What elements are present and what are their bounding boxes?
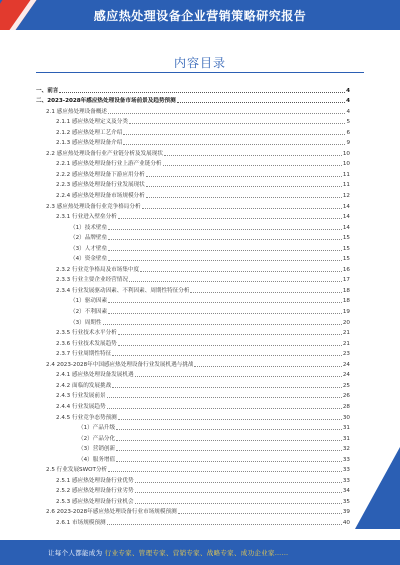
toc-entry-label: （2）品牌壁垒: [70, 235, 108, 242]
toc-entry[interactable]: [36, 516, 350, 527]
toc-entry[interactable]: [36, 327, 350, 338]
toc-entry-page: 24: [342, 361, 350, 368]
toc-entry-label: 2.4 2023-2028年中国感应热处理设备行业发展机遇与挑战: [46, 361, 194, 368]
toc-entry-label: 2.4.2 面临的发展挑战: [56, 382, 112, 389]
toc-entry-leader: [163, 165, 342, 166]
toc-entry-label: （2）不利因素: [70, 309, 108, 316]
toc-entry-label: （3）周期性: [70, 319, 102, 326]
toc-entry-leader: [108, 313, 342, 314]
toc-entry-page: 4: [346, 87, 350, 94]
toc-entry-page: 15: [342, 256, 350, 263]
toc-entry-label: 2.4.4 行业发展趋势: [56, 403, 106, 410]
toc-entry[interactable]: [36, 369, 350, 380]
toc-entry-leader: [177, 102, 345, 103]
toc-entry-leader: [112, 355, 342, 356]
toc-entry[interactable]: [36, 189, 350, 200]
toc-entry-page: 33: [342, 477, 350, 484]
footer-slogan: [48, 548, 288, 557]
toc-entry[interactable]: [36, 432, 350, 443]
toc-entry-leader: [190, 292, 341, 293]
toc-entry[interactable]: [36, 379, 350, 390]
toc-entry[interactable]: [36, 474, 350, 485]
toc-entry-label: （2）产品分化: [78, 435, 116, 442]
toc-entry[interactable]: [36, 232, 350, 243]
toc-entry-label: （4）服务增值: [78, 456, 116, 463]
toc-entry-label: （3）营销创新: [78, 446, 116, 453]
toc-entry[interactable]: [36, 390, 350, 401]
report-footer: [0, 540, 400, 565]
toc-entry-leader: [116, 450, 342, 451]
toc-entry-page: 11: [342, 182, 350, 189]
toc-entry-label: 2.5.3 感应热处理设备行业机会: [56, 498, 134, 505]
toc-entry-leader: [194, 366, 341, 367]
toc-entry-page: 15: [342, 235, 350, 242]
toc-entry-label: （3）人才壁垒: [70, 245, 108, 252]
toc-entry-page: 6: [346, 129, 350, 136]
toc-entry[interactable]: [36, 211, 350, 222]
toc-entry[interactable]: [36, 137, 350, 148]
toc-entry-label: 2.5.1 感应热处理设备行业优势: [56, 477, 134, 484]
toc-entry-leader: [108, 250, 342, 251]
toc-entry-leader: [112, 387, 342, 388]
toc-entry-leader: [108, 302, 342, 303]
toc-entry-label: 2.3.7 行业周期性特征: [56, 351, 112, 358]
report-title: 感应热处理设备企业营销策略研究报告: [93, 9, 307, 23]
toc-entry-page: 23: [342, 351, 350, 358]
toc-entry-leader: [116, 461, 342, 462]
toc-entry-leader: [116, 429, 342, 430]
toc-entry[interactable]: [36, 464, 350, 475]
toc-entry[interactable]: [36, 316, 350, 327]
toc-entry-page: 21: [342, 340, 350, 347]
toc-entry-label: 2.5.2 感应热处理设备行业劣势: [56, 488, 134, 495]
toc-entry-label: 2.4.3 行业发展前景: [56, 393, 106, 400]
toc-entry-label: 2.3.2 行业竞争格局及市场集中度: [56, 266, 140, 273]
toc-entry-leader: [135, 492, 342, 493]
toc-entry-leader: [135, 376, 342, 377]
toc-entry[interactable]: [36, 443, 350, 454]
toc-entry-label: 2.2.1 感应热处理设备行业上游产业链分析: [56, 161, 162, 168]
toc-entry-leader: [103, 324, 342, 325]
report-header: [0, 0, 400, 30]
toc-entry-page: 10: [342, 161, 350, 168]
toc-entry-leader: [118, 218, 342, 219]
toc-entry-leader: [116, 440, 342, 441]
toc-entry-leader: [146, 176, 342, 177]
toc-entry-page: 31: [342, 425, 350, 432]
footer-slogan-highlight: 行业专家、管理专家、营销专家、战略专家、成功企业家……: [104, 549, 289, 557]
toc-entry-label: 2.1.1 感应热处理定义及分类: [56, 119, 128, 126]
toc-entry-leader: [107, 397, 342, 398]
toc-entry-leader: [146, 197, 342, 198]
toc-entry[interactable]: [36, 495, 350, 506]
toc-entry-label: 2.1.3 感应热处理设备介绍: [56, 140, 123, 147]
toc-entry[interactable]: [36, 295, 350, 306]
toc-entry-label: 2.4.1 感应热处理设备发展机遇: [56, 372, 134, 379]
toc-entry[interactable]: [36, 348, 350, 359]
toc-entry-page: 17: [342, 277, 350, 284]
toc-entry[interactable]: [36, 221, 350, 232]
toc-entry-page: 14: [342, 203, 350, 210]
toc-entry-leader: [59, 92, 345, 93]
toc-entry-label: 二、2023-2028年感应热处理设备市场前景及趋势预测: [36, 98, 176, 105]
toc-entry-label: 2.1.2 感应热处理工艺介绍: [56, 129, 123, 136]
page-corner-decoration: [355, 447, 400, 529]
toc-entry-leader: [118, 345, 342, 346]
toc-entry-page: 14: [342, 224, 350, 231]
toc-entry-page: 39: [342, 509, 350, 516]
toc-entry-page: 14: [342, 214, 350, 221]
toc-entry-page: 25: [342, 382, 350, 389]
toc-entry-page: 31: [342, 435, 350, 442]
toc-entry-page: 18: [342, 298, 350, 305]
toc-entry-page: 35: [342, 498, 350, 505]
toc-entry[interactable]: [36, 126, 350, 137]
toc-entry[interactable]: [36, 95, 350, 106]
toc-entry-label: 2.3.3 行业主要企业经营情况: [56, 277, 128, 284]
toc-entry[interactable]: [36, 422, 350, 433]
toc-entry-page: 26: [342, 393, 350, 400]
toc-entry[interactable]: [36, 358, 350, 369]
toc-entry-label: 2.3.5 行业技术水平分析: [56, 330, 117, 337]
toc-entry-label: 2.6 2023-2028年感应热处理设备行业市场规模预测: [46, 509, 177, 516]
toc-heading: 内容目录: [173, 56, 226, 70]
toc-entry[interactable]: [36, 506, 350, 517]
toc-entry-page: 33: [342, 456, 350, 463]
toc-entry-label: 2.3.6 行业技术发展趋势: [56, 340, 117, 347]
toc-entry[interactable]: [36, 284, 350, 295]
toc-entry-leader: [129, 123, 345, 124]
toc-entry[interactable]: [36, 147, 350, 158]
toc-entry-page: 9: [346, 140, 350, 147]
toc-entry-leader: [107, 524, 342, 525]
toc-entry-page: 24: [342, 372, 350, 379]
toc-entry-leader: [164, 155, 342, 156]
toc-entry-page: 34: [342, 488, 350, 495]
toc-entry[interactable]: [36, 263, 350, 274]
toc-entry-page: 4: [346, 108, 350, 115]
toc-entry-leader: [178, 513, 342, 514]
toc-entry-label: 2.2.3 感应热处理设备行业发展现状: [56, 182, 145, 189]
toc-entry[interactable]: [36, 200, 350, 211]
toc-entry[interactable]: [36, 411, 350, 422]
toc-entry-leader: [129, 281, 342, 282]
toc-entry[interactable]: [36, 305, 350, 316]
toc-entry-leader: [146, 186, 342, 187]
toc-entry[interactable]: [36, 453, 350, 464]
toc-entry-page: 28: [342, 403, 350, 410]
toc-entry-leader: [107, 408, 342, 409]
toc-entry[interactable]: [36, 179, 350, 190]
toc-entry-label: 2.6.1 市场规模预测: [56, 519, 106, 526]
toc-entry-label: 2.4.5 行业竞争态势预测: [56, 414, 117, 421]
toc-entry[interactable]: [36, 400, 350, 411]
toc-entry-leader: [142, 208, 342, 209]
toc-entry-page: 20: [342, 319, 350, 326]
toc-entry-leader: [108, 471, 342, 472]
toc-entry-leader: [118, 419, 342, 420]
toc-entry-leader: [108, 239, 342, 240]
toc-entry-label: （1）产品升级: [78, 425, 116, 432]
toc-entry-page: 5: [346, 119, 350, 126]
toc-entry-leader: [108, 113, 345, 114]
toc-entry-page: 32: [342, 446, 350, 453]
toc-entry-page: 33: [342, 467, 350, 474]
toc-entry-leader: [123, 134, 345, 135]
toc-entry[interactable]: [36, 168, 350, 179]
toc-entry[interactable]: [36, 116, 350, 127]
toc-entry[interactable]: [36, 485, 350, 496]
toc-entry-label: 2.3 感应热处理设备行业竞争格局分析: [46, 203, 141, 210]
toc-entry-page: 10: [342, 150, 350, 157]
toc-entry-label: 2.2.2 感应热处理设备下游应用分析: [56, 171, 145, 178]
toc-entry-leader: [140, 271, 342, 272]
toc-entry-label: 2.1 感应热处理设备概述: [46, 108, 108, 115]
toc-entry-leader: [108, 260, 342, 261]
toc-entry-leader: [118, 334, 342, 335]
toc-entry-page: 15: [342, 245, 350, 252]
toc-entry[interactable]: [36, 253, 350, 264]
toc-entry-page: 18: [342, 287, 350, 294]
toc-entry-label: 2.2.4 感应热处理设备市场规模分析: [56, 193, 145, 200]
toc-entry-leader: [135, 503, 342, 504]
toc-entry-leader: [123, 144, 345, 145]
toc-entry-leader: [108, 229, 342, 230]
toc-entry-label: 一、前言: [36, 87, 59, 94]
toc-entry-page: 21: [342, 330, 350, 337]
toc-entry-label: 2.3.4 行业发展驱动因素、不利因素、周期性特征分析: [56, 287, 190, 294]
toc-entry-label: 2.3.1 行业进入壁垒分析: [56, 214, 117, 221]
toc-entry-leader: [135, 482, 342, 483]
toc-entry[interactable]: [36, 242, 350, 253]
toc-entry-label: 2.2 感应热处理设备行业产业链分析及发展现状: [46, 150, 163, 157]
toc-entry-page: 19: [342, 309, 350, 316]
toc-entry-label: （4）资金壁垒: [70, 256, 108, 263]
toc-entry-page: 30: [342, 414, 350, 421]
toc-divider: [36, 72, 364, 73]
toc-entry-label: （1）驱动因素: [70, 298, 108, 305]
toc-entry[interactable]: [36, 84, 350, 95]
table-of-contents: [36, 84, 350, 527]
toc-entry[interactable]: [36, 158, 350, 169]
toc-entry[interactable]: [36, 337, 350, 348]
toc-entry[interactable]: [36, 105, 350, 116]
toc-entry-page: 40: [342, 519, 350, 526]
toc-entry[interactable]: [36, 274, 350, 285]
toc-entry-page: 4: [346, 98, 350, 105]
toc-entry-page: 11: [342, 171, 350, 178]
toc-entry-label: 2.5 行业发展SWOT分析: [46, 467, 108, 474]
toc-entry-label: （1）技术壁垒: [70, 224, 108, 231]
toc-entry-page: 12: [342, 193, 350, 200]
toc-entry-page: 16: [342, 266, 350, 273]
footer-slogan-prefix: 让每个人都能成为: [48, 549, 103, 557]
